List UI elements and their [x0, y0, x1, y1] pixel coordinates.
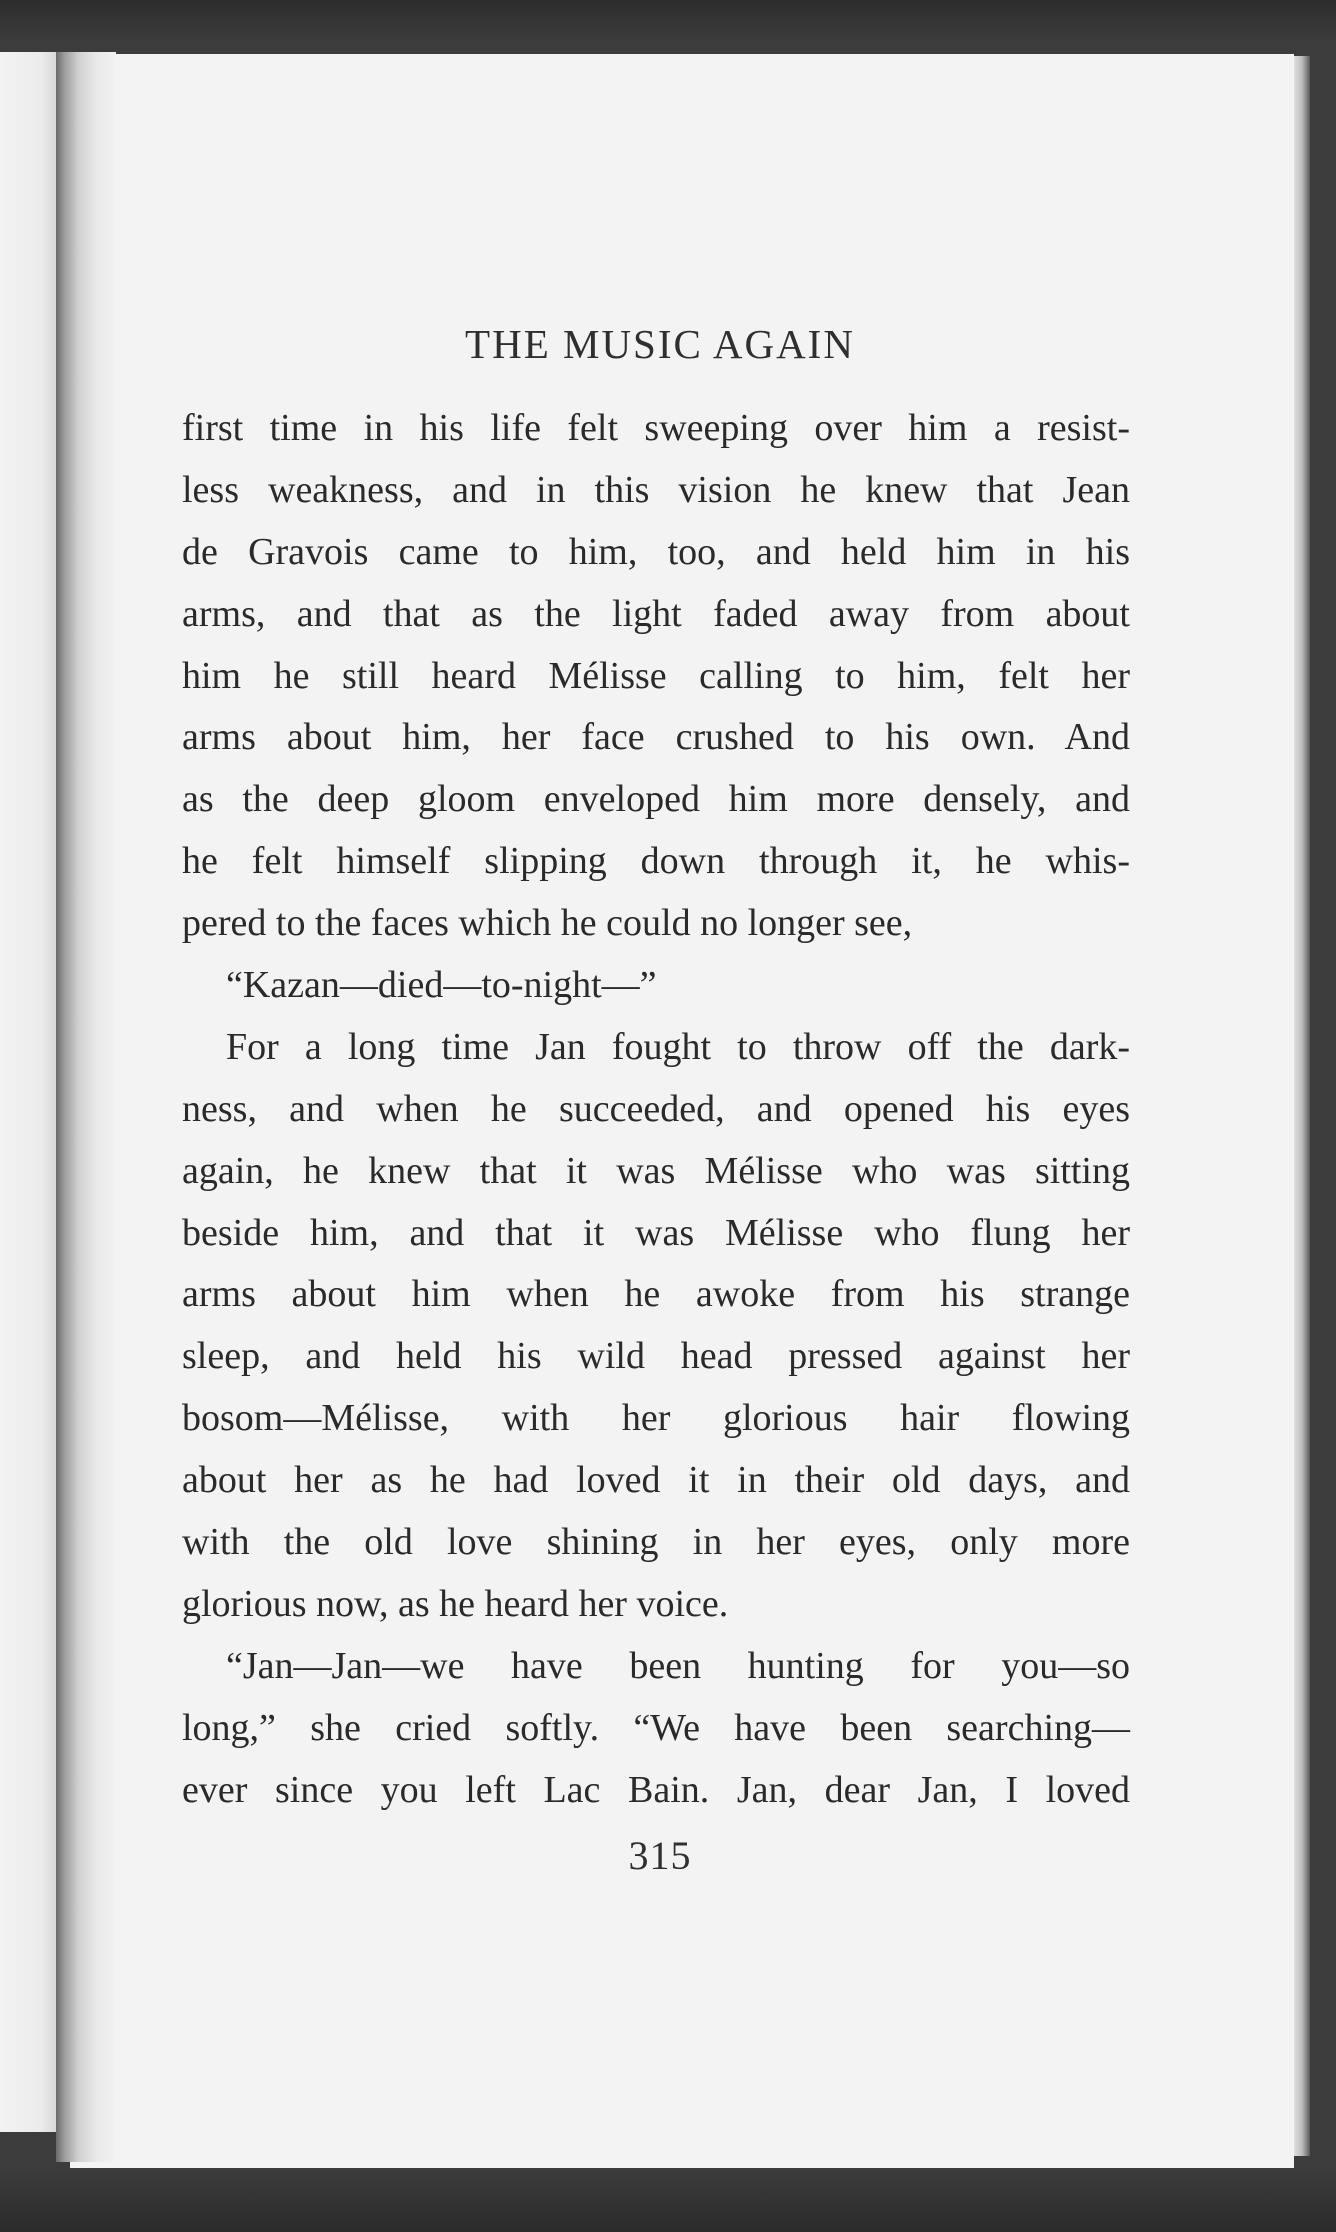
running-header: THE MUSIC AGAIN: [465, 321, 855, 367]
under-page-edge: [1292, 56, 1310, 2156]
text-line: he felt himself slipping down through it, he whis-: [182, 840, 1130, 883]
text-line: beside him, and that it was Mélisse who flung her: [182, 1211, 1130, 1254]
text-line: “Jan—Jan—we have been hunting for you—so: [226, 1644, 1130, 1687]
text-line: long,” she cried softly. “We have been searching—: [182, 1706, 1130, 1749]
text-line: less weakness, and in this vision he knew that Jean: [182, 468, 1130, 511]
text-line: him he still heard Mélisse calling to him, felt her: [182, 654, 1130, 697]
text-line: arms about him, her face crushed to his own. And: [182, 716, 1130, 759]
text-line: glorious now, as he heard her voice.: [182, 1582, 729, 1625]
page-number: 315: [628, 1833, 692, 1878]
text-line: de Gravois came to him, too, and held him in his: [182, 530, 1130, 573]
text-line: For a long time Jan fought to throw off the dark-: [226, 1025, 1130, 1068]
text-line: as the deep gloom enveloped him more densely, and: [182, 778, 1130, 821]
text-line: arms about him when he awoke from his strange: [182, 1273, 1130, 1316]
text-line: bosom—Mélisse, with her glorious hair flowing: [182, 1397, 1130, 1440]
text-line: with the old love shining in her eyes, only more: [182, 1521, 1130, 1564]
book-page: [70, 54, 1294, 2168]
text-line: ever since you left Lac Bain. Jan, dear Jan, I loved: [182, 1768, 1130, 1811]
text-line: again, he knew that it was Mélisse who was sitting: [182, 1149, 1130, 1192]
text-line: pered to the faces which he could no longer see,: [182, 902, 913, 945]
facing-page-edge: [0, 52, 62, 2132]
text-line: first time in his life felt sweeping over him a resist-: [182, 407, 1130, 449]
text-line: arms, and that as the light faded away from about: [182, 592, 1130, 635]
body-text: [182, 398, 1130, 1821]
text-line: ness, and when he succeeded, and opened his eyes: [182, 1087, 1130, 1130]
text-line: “Kazan—died—to-night—”: [226, 964, 657, 1007]
text-line: about her as he had loved it in their old days, and: [182, 1459, 1130, 1502]
text-line: sleep, and held his wild head pressed against her: [182, 1335, 1130, 1378]
page-spine-shadow: [56, 52, 116, 2162]
